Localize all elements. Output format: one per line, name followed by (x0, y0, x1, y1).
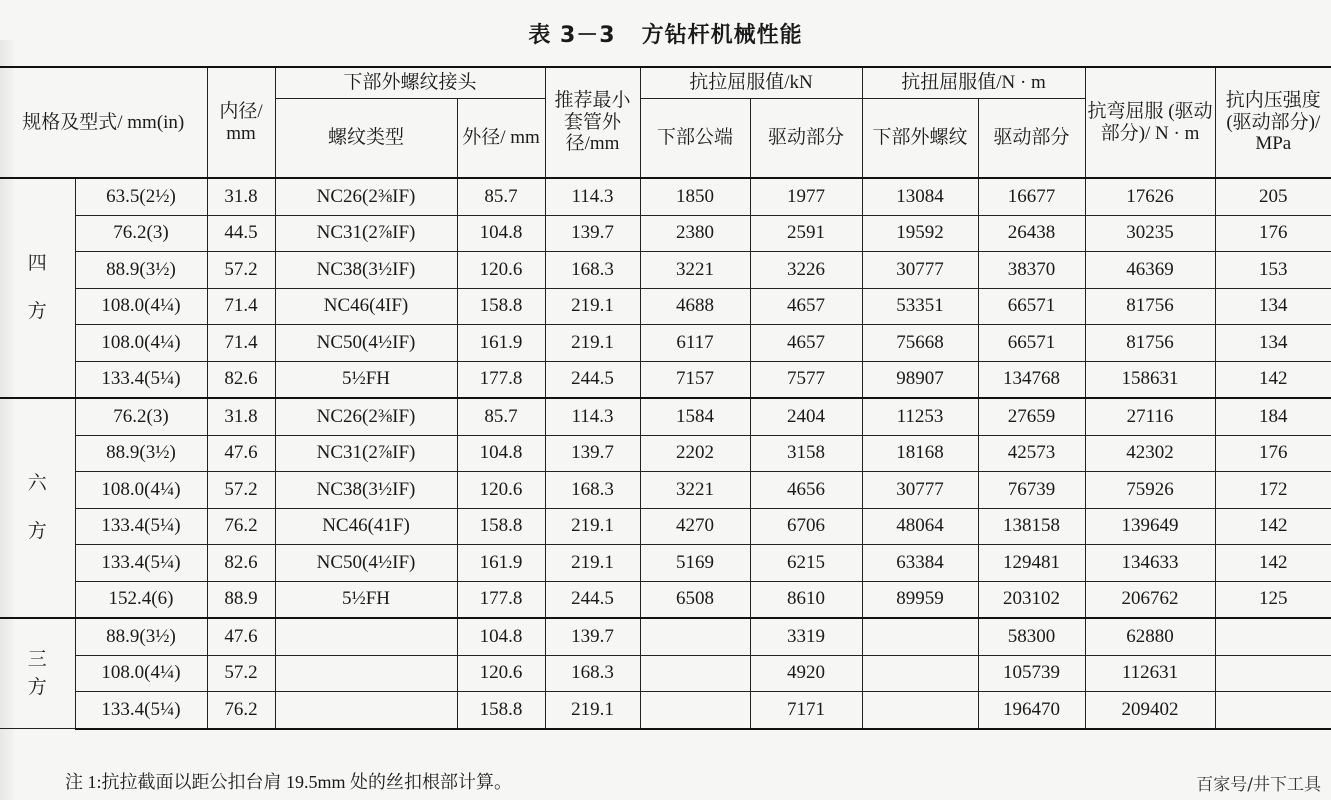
inner-diameter-cell: 76.2 (207, 508, 275, 545)
footnote: 注 1:抗拉截面以距公扣台肩 19.5mm 处的丝扣根部计算。 (65, 772, 513, 792)
spec-cell: 88.9(3½) (75, 618, 207, 655)
bending-cell: 158631 (1085, 361, 1215, 398)
tensile-drive-cell: 7577 (750, 361, 862, 398)
thread-type-cell (275, 655, 457, 692)
tensile-drive-cell: 6706 (750, 508, 862, 545)
header-min-casing: 推荐最小 套管外 径/mm (545, 67, 640, 178)
tensile-lower-cell: 4270 (640, 508, 750, 545)
thread-type-cell: NC38(3½IF) (275, 252, 457, 289)
min-casing-cell: 219.1 (545, 325, 640, 362)
table-row (0, 692, 1331, 729)
bending-cell: 209402 (1085, 692, 1215, 729)
inner-diameter-cell: 47.6 (207, 618, 275, 655)
inner-diameter-cell: 31.8 (207, 178, 275, 215)
bending-cell: 27116 (1085, 398, 1215, 435)
outer-diameter-cell: 104.8 (457, 215, 545, 252)
bending-cell: 206762 (1085, 581, 1215, 618)
outer-diameter-cell: 161.9 (457, 325, 545, 362)
tensile-drive-cell: 2404 (750, 398, 862, 435)
thread-type-cell: NC50(4½IF) (275, 325, 457, 362)
torsion-lower-cell (862, 618, 978, 655)
table-row (0, 361, 1331, 398)
inner-diameter-cell: 47.6 (207, 435, 275, 472)
tensile-drive-cell: 3158 (750, 435, 862, 472)
thread-type-cell: NC46(4IF) (275, 288, 457, 325)
min-casing-cell: 139.7 (545, 215, 640, 252)
table-row (0, 398, 1331, 435)
tensile-lower-cell (640, 692, 750, 729)
header-internal-pressure: 抗内压强度 (驱动部分)/ MPa (1215, 67, 1331, 178)
spec-cell: 76.2(3) (75, 215, 207, 252)
pressure-cell: 142 (1215, 361, 1331, 398)
table-row (0, 215, 1331, 252)
tensile-lower-cell: 3221 (640, 252, 750, 289)
outer-diameter-cell: 158.8 (457, 692, 545, 729)
torsion-lower-cell: 18168 (862, 435, 978, 472)
min-casing-cell: 114.3 (545, 178, 640, 215)
inner-diameter-cell: 82.6 (207, 545, 275, 582)
tensile-lower-cell (640, 655, 750, 692)
torsion-lower-cell: 89959 (862, 581, 978, 618)
torsion-drive-cell: 26438 (978, 215, 1085, 252)
spec-cell: 108.0(4¼) (75, 472, 207, 509)
tensile-drive-cell: 7171 (750, 692, 862, 729)
pressure-cell: 153 (1215, 252, 1331, 289)
spec-cell: 88.9(3½) (75, 252, 207, 289)
torsion-drive-cell: 16677 (978, 178, 1085, 215)
spec-cell: 133.4(5¼) (75, 508, 207, 545)
header-thread-type: 螺纹类型 (275, 99, 457, 179)
torsion-lower-cell: 19592 (862, 215, 978, 252)
header-inner-diameter: 内径/ mm (207, 67, 275, 178)
header-spec: 规格及型式/ mm(in) (0, 67, 207, 178)
inner-diameter-cell: 57.2 (207, 655, 275, 692)
outer-diameter-cell: 158.8 (457, 508, 545, 545)
tensile-lower-cell: 7157 (640, 361, 750, 398)
thread-type-cell (275, 692, 457, 729)
min-casing-cell: 168.3 (545, 252, 640, 289)
pressure-cell: 205 (1215, 178, 1331, 215)
header-lower-thread-joint: 下部外螺纹接头 (275, 67, 545, 99)
table-row (0, 618, 1331, 655)
table-row (0, 472, 1331, 509)
outer-diameter-cell: 158.8 (457, 288, 545, 325)
torsion-drive-cell: 196470 (978, 692, 1085, 729)
table-row (0, 508, 1331, 545)
tensile-drive-cell: 1977 (750, 178, 862, 215)
torsion-lower-cell: 63384 (862, 545, 978, 582)
bending-cell: 81756 (1085, 288, 1215, 325)
pressure-cell: 142 (1215, 545, 1331, 582)
min-casing-cell: 168.3 (545, 472, 640, 509)
spec-cell: 88.9(3½) (75, 435, 207, 472)
torsion-drive-cell: 27659 (978, 398, 1085, 435)
min-casing-cell: 114.3 (545, 398, 640, 435)
header-tensile-yield: 抗拉屈服值/kN (640, 67, 862, 99)
inner-diameter-cell: 71.4 (207, 325, 275, 362)
bending-cell: 75926 (1085, 472, 1215, 509)
pressure-cell (1215, 692, 1331, 729)
torsion-drive-cell: 66571 (978, 288, 1085, 325)
table-row (0, 252, 1331, 289)
table-caption: 方钻杆机械性能 (641, 23, 803, 48)
torsion-drive-cell: 138158 (978, 508, 1085, 545)
thread-type-cell: NC46(41F) (275, 508, 457, 545)
kelly-shape-group-label: 三 方 (0, 618, 75, 729)
outer-diameter-cell: 104.8 (457, 435, 545, 472)
tensile-lower-cell: 2380 (640, 215, 750, 252)
outer-diameter-cell: 177.8 (457, 361, 545, 398)
tensile-lower-cell: 2202 (640, 435, 750, 472)
spec-cell: 63.5(2½) (75, 178, 207, 215)
tensile-drive-cell: 6215 (750, 545, 862, 582)
header-outer-diameter: 外径/ mm (457, 99, 545, 179)
inner-diameter-cell: 88.9 (207, 581, 275, 618)
header-torsion-yield: 抗扭屈服值/N · m (862, 67, 1085, 99)
inner-diameter-cell: 71.4 (207, 288, 275, 325)
spec-cell: 108.0(4¼) (75, 655, 207, 692)
table-number: 表 3－3 (528, 23, 616, 48)
outer-diameter-cell: 85.7 (457, 178, 545, 215)
thread-type-cell: 5½FH (275, 361, 457, 398)
torsion-lower-cell: 30777 (862, 472, 978, 509)
table-row (0, 655, 1331, 692)
tensile-drive-cell: 4656 (750, 472, 862, 509)
min-casing-cell: 168.3 (545, 655, 640, 692)
header-tensile-drive: 驱动部分 (750, 99, 862, 179)
spec-cell: 133.4(5¼) (75, 361, 207, 398)
pressure-cell (1215, 655, 1331, 692)
torsion-lower-cell: 30777 (862, 252, 978, 289)
inner-diameter-cell: 82.6 (207, 361, 275, 398)
kelly-shape-group-label: 四 方 (0, 178, 75, 398)
min-casing-cell: 244.5 (545, 581, 640, 618)
thread-type-cell: NC26(2⅜IF) (275, 398, 457, 435)
thread-type-cell: NC31(2⅞IF) (275, 215, 457, 252)
inner-diameter-cell: 57.2 (207, 252, 275, 289)
torsion-drive-cell: 66571 (978, 325, 1085, 362)
bending-cell: 134633 (1085, 545, 1215, 582)
torsion-drive-cell: 203102 (978, 581, 1085, 618)
thread-type-cell: NC38(3½IF) (275, 472, 457, 509)
source-watermark: 百家号/井下工具 (1196, 775, 1321, 795)
tensile-drive-cell: 3226 (750, 252, 862, 289)
pressure-cell: 142 (1215, 508, 1331, 545)
bending-cell: 62880 (1085, 618, 1215, 655)
table-row (0, 325, 1331, 362)
pressure-cell: 176 (1215, 215, 1331, 252)
tensile-lower-cell: 1584 (640, 398, 750, 435)
pressure-cell: 134 (1215, 325, 1331, 362)
torsion-drive-cell: 76739 (978, 472, 1085, 509)
torsion-lower-cell: 75668 (862, 325, 978, 362)
torsion-drive-cell: 38370 (978, 252, 1085, 289)
inner-diameter-cell: 44.5 (207, 215, 275, 252)
bending-cell: 17626 (1085, 178, 1215, 215)
table-row (0, 288, 1331, 325)
inner-diameter-cell: 57.2 (207, 472, 275, 509)
thread-type-cell: NC50(4½IF) (275, 545, 457, 582)
tensile-lower-cell: 4688 (640, 288, 750, 325)
tensile-lower-cell: 5169 (640, 545, 750, 582)
outer-diameter-cell: 177.8 (457, 581, 545, 618)
torsion-lower-cell (862, 692, 978, 729)
outer-diameter-cell: 104.8 (457, 618, 545, 655)
pressure-cell: 172 (1215, 472, 1331, 509)
min-casing-cell: 139.7 (545, 435, 640, 472)
header-tensile-lower: 下部公端 (640, 99, 750, 179)
min-casing-cell: 219.1 (545, 692, 640, 729)
kelly-shape-group-label: 六 方 (0, 398, 75, 618)
pressure-cell: 125 (1215, 581, 1331, 618)
outer-diameter-cell: 120.6 (457, 252, 545, 289)
spec-cell: 133.4(5¼) (75, 692, 207, 729)
header-bending-yield: 抗弯屈服 (驱动部分)/ N · m (1085, 67, 1215, 178)
min-casing-cell: 219.1 (545, 288, 640, 325)
bending-cell: 30235 (1085, 215, 1215, 252)
thread-type-cell (275, 618, 457, 655)
outer-diameter-cell: 161.9 (457, 545, 545, 582)
outer-diameter-cell: 120.6 (457, 472, 545, 509)
torsion-lower-cell: 11253 (862, 398, 978, 435)
inner-diameter-cell: 76.2 (207, 692, 275, 729)
spec-cell: 133.4(5¼) (75, 545, 207, 582)
torsion-lower-cell (862, 655, 978, 692)
torsion-drive-cell: 129481 (978, 545, 1085, 582)
tensile-drive-cell: 4657 (750, 325, 862, 362)
pressure-cell: 134 (1215, 288, 1331, 325)
pressure-cell: 176 (1215, 435, 1331, 472)
pressure-cell (1215, 618, 1331, 655)
torsion-drive-cell: 58300 (978, 618, 1085, 655)
bending-cell: 139649 (1085, 508, 1215, 545)
tensile-lower-cell: 3221 (640, 472, 750, 509)
outer-diameter-cell: 85.7 (457, 398, 545, 435)
torsion-drive-cell: 105739 (978, 655, 1085, 692)
table-row (0, 178, 1331, 215)
table-row (0, 581, 1331, 618)
header-torsion-lower: 下部外螺纹 (862, 99, 978, 179)
torsion-lower-cell: 48064 (862, 508, 978, 545)
torsion-drive-cell: 134768 (978, 361, 1085, 398)
min-casing-cell: 219.1 (545, 508, 640, 545)
table-title (0, 18, 1331, 49)
min-casing-cell: 219.1 (545, 545, 640, 582)
tensile-drive-cell: 3319 (750, 618, 862, 655)
tensile-drive-cell: 4657 (750, 288, 862, 325)
bending-cell: 42302 (1085, 435, 1215, 472)
inner-diameter-cell: 31.8 (207, 398, 275, 435)
bending-cell: 81756 (1085, 325, 1215, 362)
bending-cell: 112631 (1085, 655, 1215, 692)
spec-cell: 108.0(4¼) (75, 325, 207, 362)
pressure-cell: 184 (1215, 398, 1331, 435)
tensile-drive-cell: 2591 (750, 215, 862, 252)
tensile-lower-cell: 6508 (640, 581, 750, 618)
torsion-lower-cell: 13084 (862, 178, 978, 215)
torsion-drive-cell: 42573 (978, 435, 1085, 472)
thread-type-cell: 5½FH (275, 581, 457, 618)
thread-type-cell: NC31(2⅞IF) (275, 435, 457, 472)
table-row (0, 545, 1331, 582)
tensile-lower-cell (640, 618, 750, 655)
kelly-mechanical-properties-table (0, 66, 1331, 730)
tensile-drive-cell: 4920 (750, 655, 862, 692)
spec-cell: 108.0(4¼) (75, 288, 207, 325)
header-torsion-drive: 驱动部分 (978, 99, 1085, 179)
spec-cell: 76.2(3) (75, 398, 207, 435)
tensile-lower-cell: 6117 (640, 325, 750, 362)
torsion-lower-cell: 53351 (862, 288, 978, 325)
outer-diameter-cell: 120.6 (457, 655, 545, 692)
torsion-lower-cell: 98907 (862, 361, 978, 398)
spec-cell: 152.4(6) (75, 581, 207, 618)
table-row (0, 435, 1331, 472)
tensile-lower-cell: 1850 (640, 178, 750, 215)
min-casing-cell: 139.7 (545, 618, 640, 655)
tensile-drive-cell: 8610 (750, 581, 862, 618)
thread-type-cell: NC26(2⅜IF) (275, 178, 457, 215)
bending-cell: 46369 (1085, 252, 1215, 289)
min-casing-cell: 244.5 (545, 361, 640, 398)
